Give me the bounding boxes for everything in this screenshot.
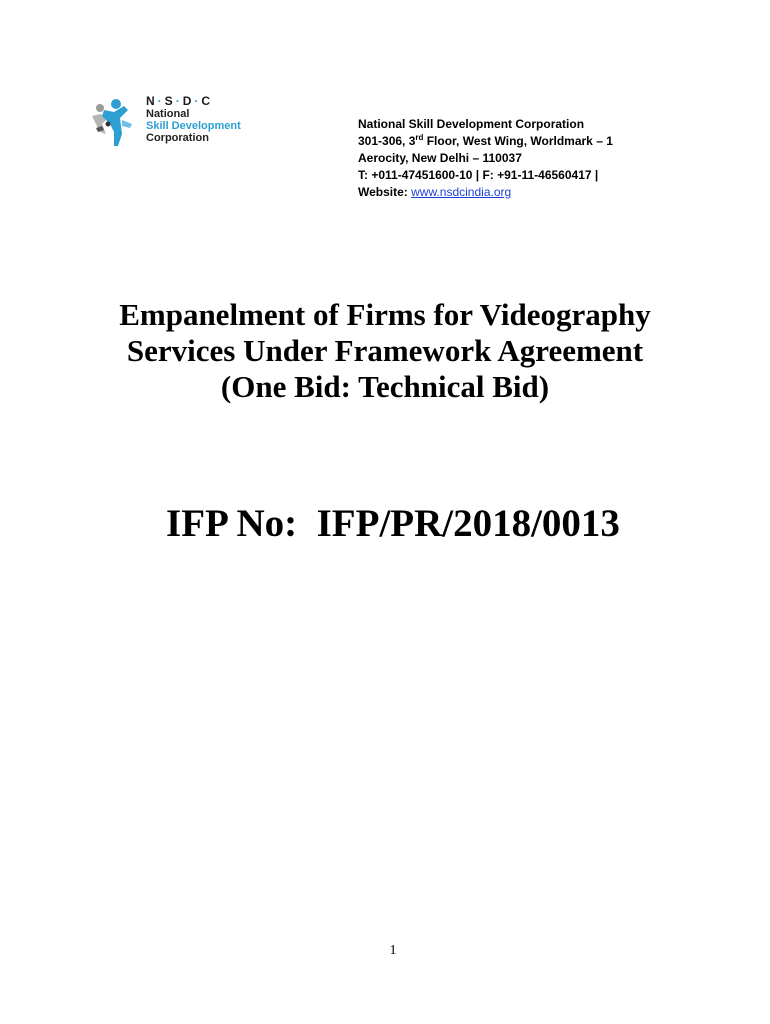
title-line-1: Empanelment of Firms for Videography [119,297,651,332]
logo-line-corporation: Corporation [146,132,209,144]
page-number: 1 [389,943,397,958]
website-link[interactable]: www.nsdcindia.org [411,185,512,199]
nsdc-logo [88,94,258,154]
address-block [358,116,613,201]
logo-line-national: National [146,108,190,120]
address-line-city: Aerocity, New Delhi – 110037 [358,151,522,165]
logo-line-skill-development: Skill Development [146,120,241,132]
org-name: National Skill Development Corporation [358,117,585,131]
nsdc-logo-figure-icon [88,94,136,152]
ifp-number: IFP No: IFP/PR/2018/0013 [166,502,620,545]
address-line-street: 301-306, 3rd Floor, West Wing, Worldmark – 1 [358,133,613,148]
document-title [0,297,770,405]
address-line-phone: T: +011-47451600-10 | F: +91-11-46560417 | [358,168,599,182]
title-line-2: Services Under Framework Agreement [126,333,644,368]
logo-acronym: N · S · D · C [146,94,212,108]
title-line-3: (One Bid: Technical Bid) [220,369,550,404]
address-line-website [358,184,613,201]
website-label: Website: [358,185,412,199]
